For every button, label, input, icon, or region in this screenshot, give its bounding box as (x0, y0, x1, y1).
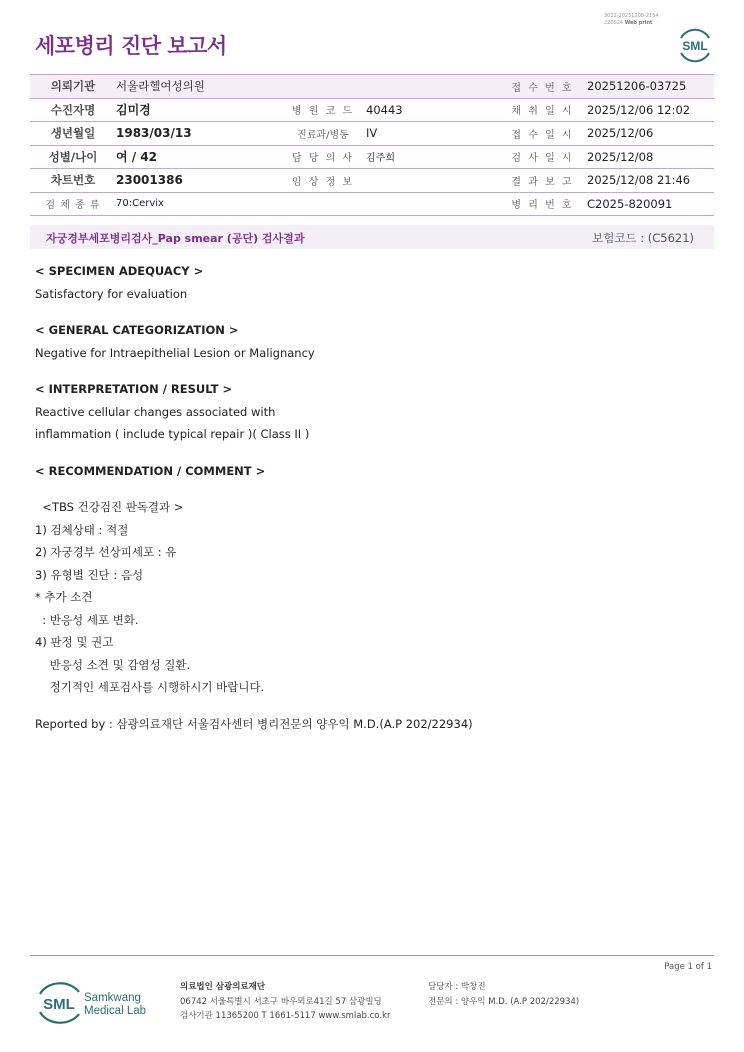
report-label: 결 과 보 고 (498, 169, 583, 193)
doctor-value: 김주희 (362, 145, 498, 169)
report-value: 2025/12/08 21:46 (583, 169, 714, 193)
patient-info-table (30, 74, 714, 216)
logo-name-2: Medical Lab (84, 1005, 147, 1017)
comment-line: : 반응성 세포 변화. (35, 612, 139, 627)
comment-line: * 추가 소견 (35, 590, 93, 604)
collect-label: 채 취 일 시 (498, 98, 583, 122)
sml-logo-text: SML (682, 39, 708, 53)
collect-value: 2025/12/06 12:02 (583, 98, 714, 122)
sexage-label: 성별/나이 (30, 145, 112, 169)
patient-value: 김미경 (112, 98, 280, 122)
comment-line: 1) 검체상태 : 적절 (35, 522, 129, 537)
specimen-label: 검 체 종 류 (30, 192, 112, 216)
requester-value: 서울라헬여성의원 (112, 75, 498, 99)
print-code-2: 220024 (604, 20, 624, 26)
manager: 담당자 : 박창진 (428, 982, 486, 992)
chart-value: 23001386 (112, 169, 280, 193)
info-row (30, 98, 714, 122)
comment-line: 4) 판정 및 권고 (35, 635, 114, 649)
receipt-no-label: 접 수 번 호 (498, 75, 583, 99)
exam-date-label: 검 사 일 시 (498, 145, 583, 169)
receipt-date-label: 접 수 일 시 (498, 122, 583, 146)
address: 06742 서울특별시 서초구 바우뫼로41길 57 삼광빌딩 (180, 996, 382, 1007)
patient-label: 수진자명 (30, 98, 112, 122)
footer-address (180, 980, 390, 1024)
print-mode: Web print (624, 20, 653, 26)
interpretation-text-2: inflammation ( include typical repair )( Class II ) (35, 427, 310, 441)
comment-line: <TBS 건강검진 판독결과 > (35, 500, 184, 514)
contact: 검사기관 11365200 T 1661-5117 www.smlab.co.kr (180, 1011, 391, 1021)
footer-logo-text: SML (43, 996, 75, 1013)
info-row (30, 192, 714, 216)
recommendation-heading: < RECOMMENDATION / COMMENT > (35, 463, 266, 478)
footer-signature (428, 980, 579, 1009)
info-row (30, 122, 714, 146)
report-title: 세포병리 진단 보고서 (35, 34, 227, 58)
info-row (30, 169, 714, 193)
result-body (35, 260, 473, 735)
receipt-no-value: 20251206-03725 (583, 75, 714, 99)
general-categorization-text: Negative for Intraepithelial Lesion or Malignancy (35, 345, 315, 360)
test-name: 자궁경부세포병리검사_Pap smear (공단) 검사결과 (46, 232, 305, 245)
specimen-adequacy-text: Satisfactory for evaluation (35, 286, 188, 301)
samkwang-logo (37, 980, 157, 1026)
sml-logo (676, 26, 714, 64)
dept-value: IV (362, 122, 498, 146)
doctor-label: 담 당 의 사 (280, 145, 362, 169)
page-number: Page 1 of 1 (664, 962, 712, 972)
specimen-value: 70:Cervix (112, 192, 498, 216)
path-no-label: 병 리 번 호 (498, 192, 583, 216)
sexage-value: 여 / 42 (112, 145, 280, 169)
specimen-adequacy-heading: < SPECIMEN ADEQUACY > (35, 264, 204, 278)
interpretation-heading: < INTERPRETATION / RESULT > (35, 382, 233, 396)
clinical-value (362, 169, 498, 193)
dob-value: 1983/03/13 (112, 122, 280, 146)
dept-label: 진료과/병동 (280, 122, 362, 146)
clinical-label: 임 상 정 보 (280, 169, 362, 193)
logo-name-1: Samkwang (84, 992, 141, 1004)
footer-divider (30, 955, 714, 956)
chart-label: 차트번호 (30, 169, 112, 193)
info-row (30, 145, 714, 169)
exam-date-value: 2025/12/08 (583, 145, 714, 169)
print-info (604, 13, 659, 27)
info-row (30, 75, 714, 99)
hospital-code-value: 40443 (362, 98, 498, 122)
reported-by: Reported by : 삼광의료재단 서울검사센터 병리전문의 양우익 M.D.(A.P 202/22934) (35, 716, 473, 731)
receipt-date-value: 2025/12/06 (583, 122, 714, 146)
comment-line: 3) 유형별 진단 : 음성 (35, 567, 144, 582)
general-categorization-heading: < GENERAL CATEGORIZATION > (35, 323, 239, 337)
insurance-code: 보험코드 : (C5621) (592, 231, 694, 245)
hospital-code-label: 병 원 코 드 (280, 98, 362, 122)
print-code: 3022-20251208-2154 (604, 13, 659, 19)
requester-label: 의뢰기관 (30, 75, 112, 99)
interpretation-text-1: Reactive cellular changes associated with (35, 404, 276, 419)
org-name: 의료법인 삼광의료재단 (180, 982, 266, 992)
comment-line: 반응성 소견 및 감염성 질환. (35, 657, 191, 672)
dob-label: 생년월일 (30, 122, 112, 146)
comment-line: 정기적인 세포검사를 시행하시기 바랍니다. (35, 680, 265, 694)
specialist: 전문의 : 양우익 M.D. (A.P 202/22934) (428, 996, 580, 1007)
comment-line: 2) 자궁경부 선상피세포 : 유 (35, 545, 177, 559)
path-no-value: C2025-820091 (583, 192, 714, 216)
